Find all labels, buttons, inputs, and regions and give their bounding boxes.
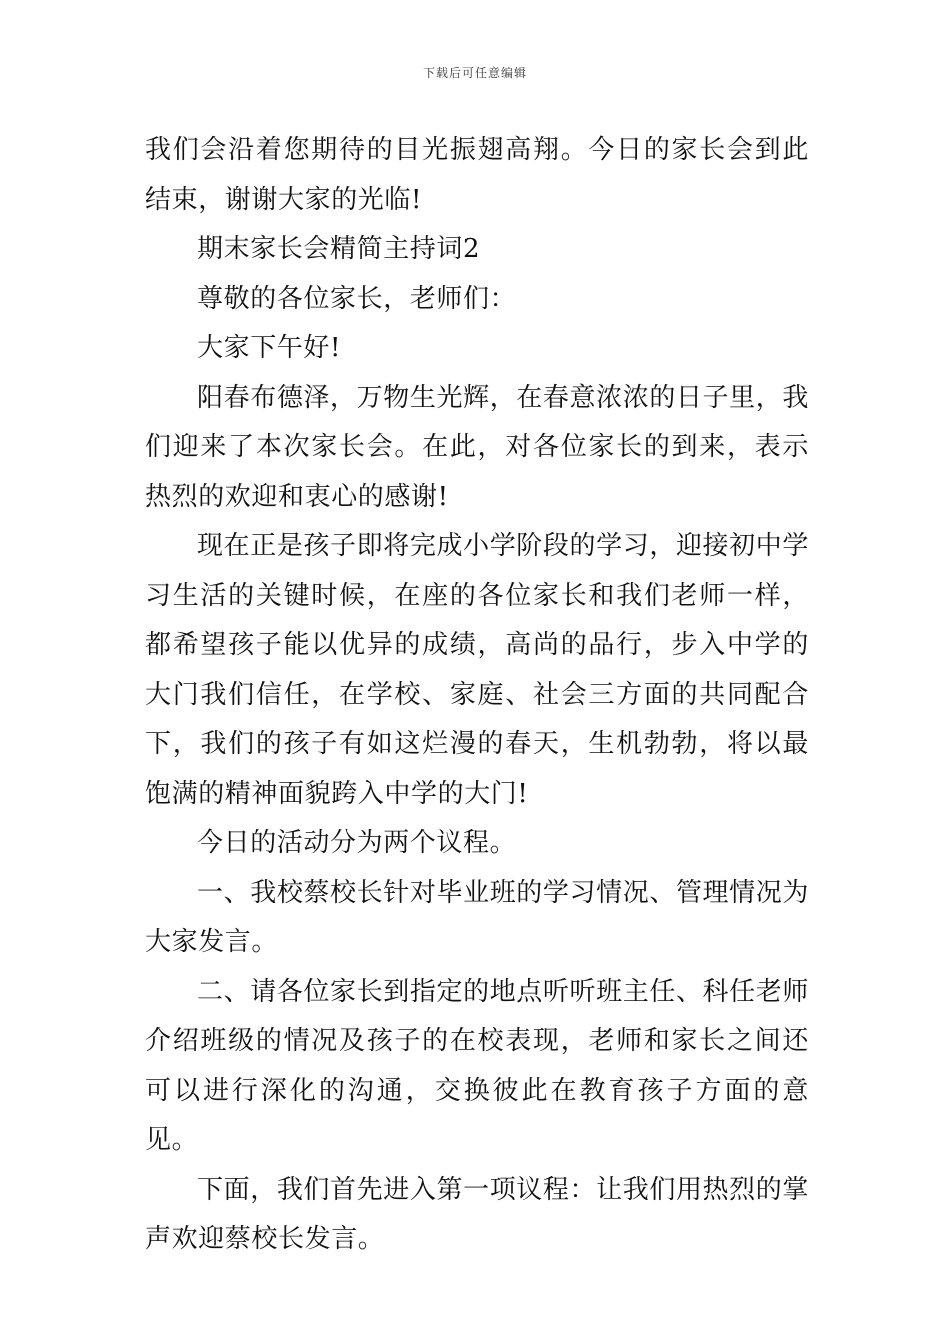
paragraph-agenda-item-1: 一、我校蔡校长针对毕业班的学习情况、管理情况为大家发言。 (145, 877, 809, 957)
paragraph-context: 现在正是孩子即将完成小学阶段的学习，迎接初中学习生活的关键时候，在座的各位家长和我们老师一样，都希望孩子能以优异的成绩，高尚的品行，步入中学的大门我们信任，在学校、家庭、社会三方面的共同配合下，我们的孩子有如这烂漫的春天，生机勃勃，将以最饱满的精神面貌跨入中学的大门! (145, 531, 809, 809)
paragraph-welcome: 阳春布德泽，万物生光辉，在春意浓浓的日子里，我们迎来了本次家长会。在此，对各位家长的到来，表示热烈的欢迎和衷心的感谢! (145, 382, 809, 512)
paragraph-agenda-item-2: 二、请各位家长到指定的地点听听班主任、科任老师介绍班级的情况及孩子的在校表现，老师和家长之间还可以进行深化的沟通，交换彼此在教育孩子方面的意见。 (145, 976, 809, 1155)
paragraph-closing-remarks: 我们会沿着您期待的目光振翅高翔。今日的家长会到此结束，谢谢大家的光临! (145, 135, 809, 215)
paragraph-greeting: 大家下午好! (197, 333, 342, 363)
page-header-note: 下载后可任意编辑 (422, 66, 527, 80)
paragraph-agenda-intro: 今日的活动分为两个议程。 (197, 828, 517, 858)
paragraph-salutation: 尊敬的各位家长，老师们： (197, 283, 517, 314)
document-body (145, 126, 809, 1265)
paragraph-section-title: 期末家长会精简主持词2 (197, 234, 481, 264)
paragraph-first-agenda: 下面，我们首先进入第一项议程：让我们用热烈的掌声欢迎蔡校长发言。 (145, 1174, 809, 1254)
